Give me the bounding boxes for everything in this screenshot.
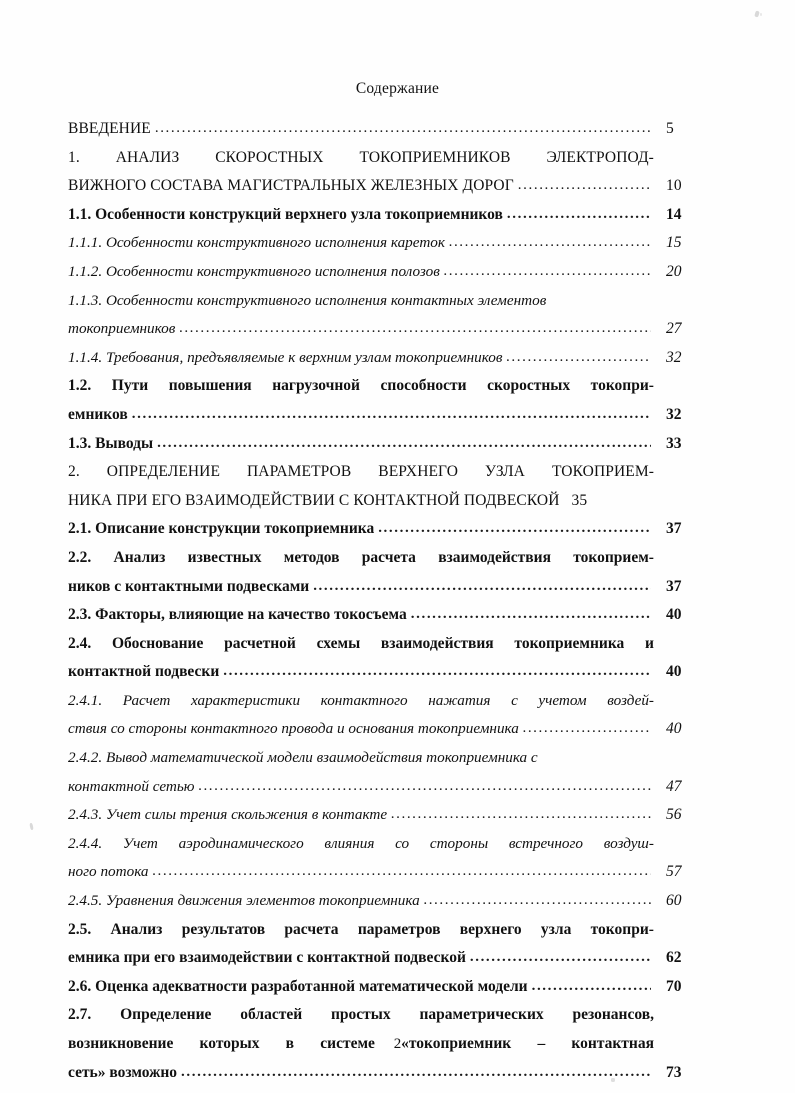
toc-entry-line[interactable] [68, 1006, 720, 1035]
toc-entry-label: 2.4.1. Расчет характеристики контактного нажатия с учетом воздей- [68, 691, 654, 709]
table-of-contents [68, 120, 720, 1092]
toc-entry-label: ников с контактными подвесками [68, 577, 310, 595]
toc-page-number: 15 [666, 234, 682, 252]
toc-entry-label: 1.1.2. Особенности конструктивного исполнения полозов [68, 262, 440, 280]
toc-entry-line[interactable] [68, 320, 720, 349]
toc-entry-label: емника при его взаимодействии с контактной подвеской [68, 949, 466, 967]
toc-entry-label: 2.6. Оценка адекватности разработанной математической модели [68, 977, 528, 995]
toc-entry-line[interactable] [68, 778, 720, 807]
toc-entry-line[interactable] [68, 177, 720, 206]
toc-entry-label: 1.3. Выводы [68, 434, 154, 452]
toc-entry-label: 2.1. Описание конструкции токоприемника [68, 520, 375, 538]
toc-entry-label: возникновение которых в системе «токоприемник – контактная [68, 1035, 654, 1052]
toc-page-number: 47 [666, 777, 682, 795]
toc-leader-dots [449, 234, 651, 251]
toc-entry-line[interactable] [68, 120, 720, 149]
toc-page-number: 73 [666, 1063, 682, 1081]
scan-artifact-icon [29, 823, 33, 830]
toc-leader-dots [507, 206, 651, 223]
toc-entry-line[interactable] [68, 377, 720, 406]
toc-entry-label: НИКА ПРИ ЕГО ВЗАИМОДЕЙСТВИИ С КОНТАКТНОЙ ПОДВЕСКОЙ [68, 491, 560, 509]
toc-page-number: 62 [666, 949, 682, 967]
toc-entry-label: 1.1. Особенности конструкций верхнего узла токоприемников [68, 205, 503, 223]
toc-page-number: 56 [666, 806, 682, 824]
toc-page-number: 32 [666, 348, 682, 366]
toc-entry-line[interactable] [68, 720, 720, 749]
toc-page-number: 60 [666, 892, 682, 910]
toc-entry-line[interactable] [68, 978, 720, 1007]
toc-entry-line[interactable] [68, 835, 720, 864]
toc-entry-label: токоприемников [68, 320, 176, 338]
toc-entry-label: 1.2. Пути повышения нагрузочной способности скоростных токопри- [68, 377, 654, 395]
toc-page-number: 32 [666, 405, 682, 423]
scan-artifact-icon [754, 11, 760, 18]
toc-page-number: 14 [666, 205, 682, 223]
toc-leader-dots [424, 892, 651, 909]
toc-entry-label: контактной сетью [68, 777, 195, 795]
toc-page-number: 10 [666, 177, 682, 195]
toc-entry-line[interactable] [68, 606, 720, 635]
toc-leader-dots [444, 263, 651, 280]
toc-entry-line[interactable] [68, 921, 720, 950]
toc-entry-line[interactable] [68, 663, 720, 692]
toc-entry-label: 2.2. Анализ известных методов расчета взаимодействия токоприем- [68, 548, 654, 566]
toc-entry-line[interactable] [68, 492, 720, 521]
toc-leader-dots [153, 863, 651, 880]
toc-page-number: 27 [666, 320, 682, 338]
toc-entry-line[interactable] [68, 435, 720, 464]
toc-leader-dots [391, 806, 651, 823]
toc-entry-label: ного потока [68, 863, 149, 881]
toc-entry-line[interactable] [68, 549, 720, 578]
toc-leader-dots [179, 320, 651, 337]
toc-entry-line[interactable] [68, 692, 720, 721]
toc-page-number: 37 [666, 520, 682, 538]
toc-page-number: 35 [571, 491, 588, 509]
toc-entry-label: 2.4.4. Учет аэродинамического влияния со стороны встречного воздуш- [68, 834, 654, 852]
toc-entry-label: емников [68, 405, 128, 423]
toc-entry-line[interactable] [68, 635, 720, 664]
toc-entry-label: 1.1.1. Особенности конструктивного исполнения кареток [68, 234, 445, 252]
toc-entry-label: ствия со стороны контактного провода и основания токоприемника [68, 720, 519, 738]
toc-entry-line[interactable] [68, 263, 720, 292]
toc-leader-dots [532, 978, 651, 995]
toc-leader-dots [506, 349, 651, 366]
toc-entry-label: ВИЖНОГО СОСТАВА МАГИСТРАЛЬНЫХ ЖЕЛЕЗНЫХ ДОРОГ [68, 177, 514, 195]
toc-page-number: 5 [666, 120, 674, 137]
toc-page-number: 33 [666, 434, 682, 452]
toc-page-number: 70 [666, 977, 682, 995]
toc-leader-dots [470, 949, 651, 966]
toc-leader-dots [132, 406, 651, 423]
toc-entry-line[interactable] [68, 806, 720, 835]
toc-entry-label: 1.1.4. Требования, предъявляемые к верхним узлам токоприемников [68, 348, 503, 366]
toc-entry-line[interactable] [68, 949, 720, 978]
toc-entry-line[interactable] [68, 578, 720, 607]
toc-leader-dots [523, 720, 651, 737]
scan-artifact-icon [760, 13, 762, 16]
toc-leader-dots [223, 663, 651, 680]
toc-entry-line[interactable] [68, 406, 720, 435]
toc-entry-label: 2.4. Обоснование расчетной схемы взаимодействия токоприемника и [68, 634, 654, 652]
toc-entry-line[interactable] [68, 863, 720, 892]
toc-entry-label: 2.4.2. Вывод математической модели взаимодействия токоприемника с [68, 749, 538, 767]
toc-entry-line[interactable] [68, 749, 720, 778]
toc-entry-label: 2.4.5. Уравнения движения элементов токоприемника [68, 892, 420, 910]
toc-entry-line[interactable] [68, 463, 720, 492]
toc-entry-label: 2.5. Анализ результатов расчета параметров верхнего узла токопри- [68, 920, 654, 938]
toc-leader-dots [157, 435, 651, 452]
toc-entry-label: 2.4.3. Учет силы трения скольжения в контакте [68, 806, 388, 824]
toc-entry-line[interactable] [68, 292, 720, 321]
toc-entry-label: ВВЕДЕНИЕ [68, 120, 151, 137]
toc-entry-line[interactable] [68, 149, 720, 178]
toc-leader-dots [378, 520, 651, 537]
toc-entry-label: 2.3. Факторы, влияющие на качество токосъема [68, 606, 407, 624]
toc-entry-line[interactable] [68, 234, 720, 263]
toc-entry-line[interactable] [68, 520, 720, 549]
toc-entry-line[interactable] [68, 349, 720, 378]
toc-entry-label: контактной подвески [68, 663, 220, 681]
toc-leader-dots [518, 177, 651, 194]
toc-page-number: 40 [666, 663, 682, 681]
toc-entry-label: сеть» возможно [68, 1063, 178, 1081]
toc-entry-label: 1. АНАЛИЗ СКОРОСТНЫХ ТОКОПРИЕМНИКОВ ЭЛЕКТРОПОД- [68, 148, 654, 166]
toc-page-number: 40 [666, 606, 682, 624]
page-folio-number: 2 [393, 1036, 402, 1052]
toc-page-number: 37 [666, 577, 682, 595]
toc-leader-dots [155, 120, 651, 137]
toc-leader-dots [411, 606, 651, 623]
toc-entry-line[interactable] [68, 1064, 720, 1093]
toc-entry-label: 2.7. Определение областей простых параметрических резонансов, [68, 1006, 654, 1024]
toc-page-number: 20 [666, 262, 682, 280]
toc-entry-label: 2. ОПРЕДЕЛЕНИЕ ПАРАМЕТРОВ ВЕРХНЕГО УЗЛА ТОКОПРИЕМ- [68, 463, 654, 481]
toc-page-number: 40 [666, 720, 682, 738]
toc-page-number: 57 [666, 863, 682, 881]
toc-leader-dots [181, 1064, 651, 1081]
page-title: Содержание [355, 80, 440, 97]
toc-leader-dots [313, 578, 651, 595]
toc-entry-line[interactable] [68, 892, 720, 921]
toc-entry-line[interactable] [68, 206, 720, 235]
toc-leader-dots [198, 778, 651, 795]
toc-entry-label: 1.1.3. Особенности конструктивного исполнения контактных элементов [68, 291, 547, 309]
